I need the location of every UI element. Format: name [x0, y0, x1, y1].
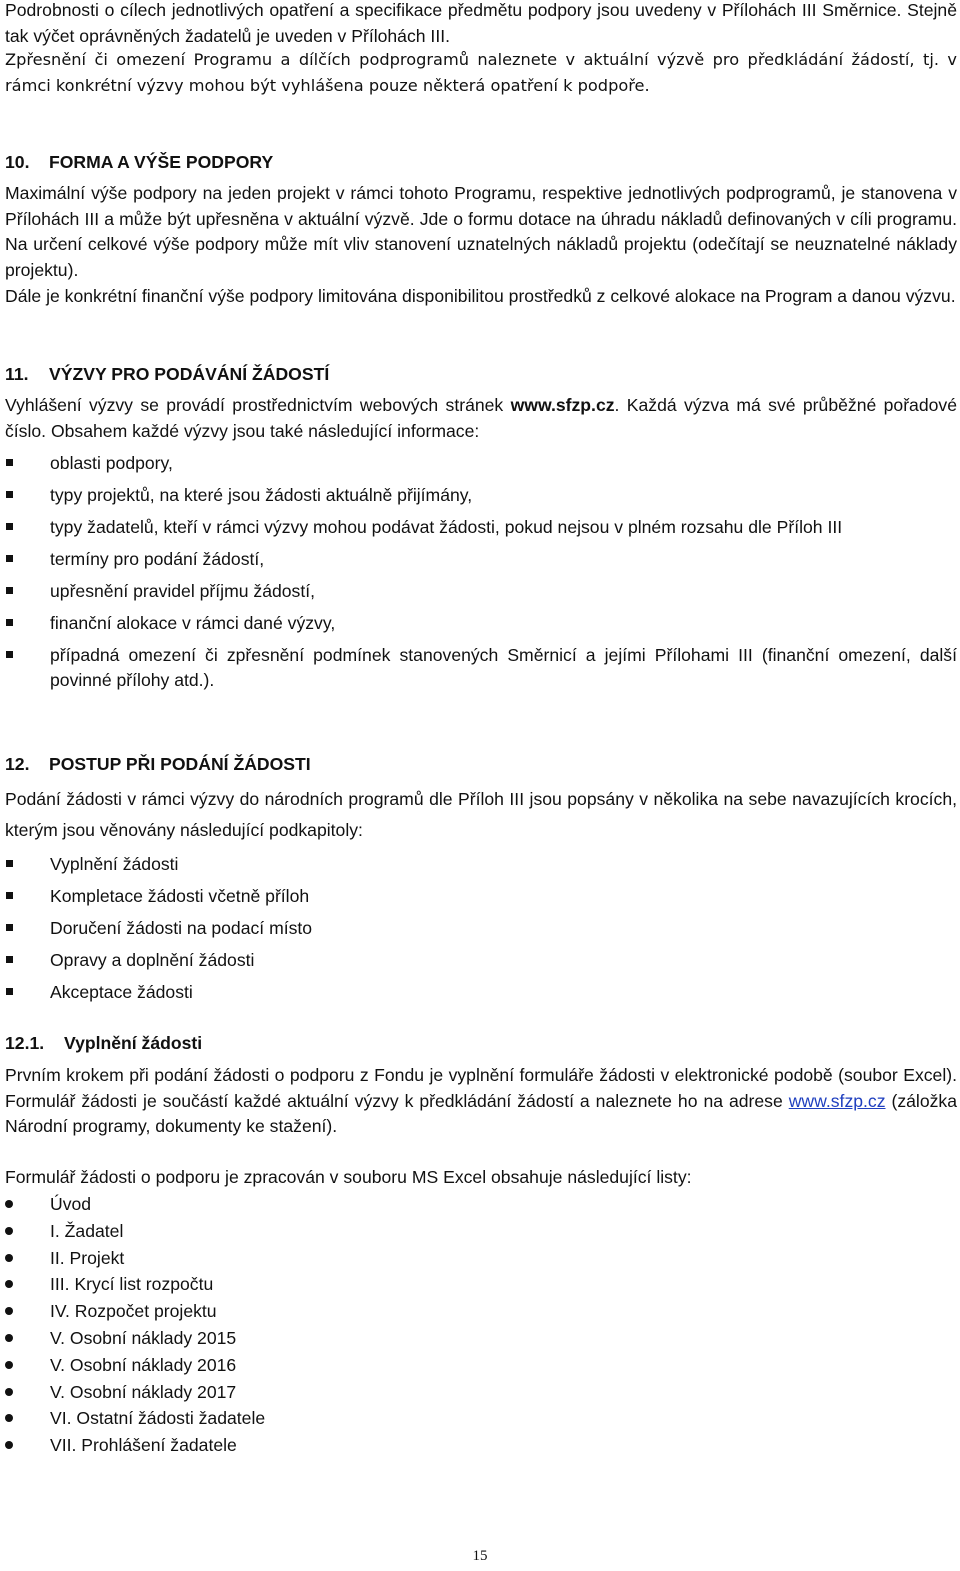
list-item: upřesnění pravidel příjmu žádostí, — [5, 579, 957, 604]
section-11-info-list — [5, 451, 957, 700]
list-item: případná omezení či zpřesnění podmínek stanovených Směrnicí a jejími Přílohami III (finanční omezení, další povinné přílohy atd.). — [5, 643, 957, 693]
sfzp-web-address: www.sfzp.cz — [510, 395, 615, 415]
page-number: 15 — [472, 1548, 488, 1564]
list-item: IV. Rozpočet projektu — [5, 1299, 957, 1324]
intro-paragraph-1: Podrobnosti o cílech jednotlivých opatření a specifikace předmětu podpory jsou uvedeny v Přílohách III Směrnice. Stejně tak výčet oprávněných žadatelů je uveden v Přílohách III. — [5, 0, 957, 46]
list-item: termíny pro podání žádostí, — [5, 547, 957, 572]
list-item: Vyplnění žádosti — [5, 852, 957, 877]
list-item: VI. Ostatní žádosti žadatele — [5, 1406, 957, 1431]
section-12-heading — [5, 752, 311, 777]
list-item: V. Osobní náklady 2017 — [5, 1380, 957, 1405]
list-item: Opravy a doplnění žádosti — [5, 948, 957, 973]
section-11-number: 11. — [5, 364, 29, 384]
list-item: typy projektů, na které jsou žádosti aktuálně přijímány, — [5, 483, 957, 508]
section-12-1-text-after: (záložka Národní programy, dokumenty ke stažení). — [5, 1090, 957, 1136]
section-10-title: FORMA A VÝŠE PODPORY — [49, 152, 274, 172]
section-10-paragraph-2: Dále je konkrétní finanční výše podpory limitována disponibilitou prostředků z celkové alokace na Program a danou výzvu. — [5, 286, 956, 306]
intro-paragraph-2: Zpřesnění či omezení Programu a dílčích podprogramů naleznete v aktuální výzvě pro předkládání žádostí, tj. v rámci konkrétní výzvy mohou být vyhlášena pouze některá opatření k podpoře. — [5, 50, 957, 95]
sfzp-link[interactable]: www.sfzp.cz — [788, 1090, 886, 1111]
list-item: V. Osobní náklady 2016 — [5, 1353, 957, 1378]
section-12-1-paragraph-1 — [5, 1063, 957, 1140]
section-12-title: POSTUP PŘI PODÁNÍ ŽÁDOSTI — [49, 754, 311, 774]
list-item: oblasti podpory, — [5, 451, 957, 476]
section-10-paragraph-1: Maximální výše podpory na jeden projekt v rámci tohoto Programu, respektive jednotlivých podprogramů, je stanovena v Přílohách III a může být upřesněna v aktuální výzvě. Jde o formu dotace na úhradu nákladů definovaných v cíli programu. Na určení celkové výše podpory může mít vliv stanovení uznatelných nákladů projektu (odečítají se neuznatelné náklady projektu). — [5, 183, 957, 280]
list-item: Kompletace žádosti včetně příloh — [5, 884, 957, 909]
list-item: III. Krycí list rozpočtu — [5, 1272, 957, 1297]
list-item: typy žadatelů, kteří v rámci výzvy mohou podávat žádosti, pokud nejsou v plném rozsahu dle Příloh III — [5, 515, 957, 540]
section-12-1-text-before: Prvním krokem při podání žádosti o podporu z Fondu je vyplnění formuláře žádosti v elektronické podobě (soubor Excel). Formulář žádosti je součástí každé aktuální výzvy k předkládání žádostí a naleznete ho na adrese — [5, 1065, 957, 1111]
section-11-title: VÝZVY PRO PODÁVÁNÍ ŽÁDOSTÍ — [49, 364, 330, 384]
section-12-1-heading — [5, 1031, 202, 1056]
list-item: I. Žadatel — [5, 1219, 957, 1244]
section-12-paragraph: Podání žádosti v rámci výzvy do národních programů dle Příloh III jsou popsány v několika na sebe navazujících krocích, kterým jsou věnovány následující podkapitoly: — [5, 789, 957, 840]
section-12-1-title: Vyplnění žádosti — [64, 1033, 203, 1053]
section-10-heading — [5, 150, 273, 175]
section-11-text-after: . Každá výzva má své průběžné pořadové číslo. Obsahem každé výzvy jsou také následující informace: — [5, 395, 957, 441]
section-12-1-paragraph-2: Formulář žádosti o podporu je zpracován v souboru MS Excel obsahuje následující listy: — [5, 1167, 692, 1187]
list-item: V. Osobní náklady 2015 — [5, 1326, 957, 1351]
list-item: Úvod — [5, 1192, 957, 1217]
section-12-steps-list — [5, 852, 957, 1012]
section-12-1-number: 12.1. — [5, 1033, 45, 1053]
section-11-paragraph — [5, 393, 957, 444]
list-item: II. Projekt — [5, 1246, 957, 1271]
section-11-heading — [5, 362, 329, 387]
list-item: VII. Prohlášení žadatele — [5, 1433, 957, 1458]
list-item: finanční alokace v rámci dané výzvy, — [5, 611, 957, 636]
section-10-number: 10. — [5, 152, 30, 172]
section-12-number: 12. — [5, 754, 30, 774]
list-item: Doručení žádosti na podací místo — [5, 916, 957, 941]
list-item: Akceptace žádosti — [5, 980, 957, 1005]
section-11-text-before: Vyhlášení výzvy se provádí prostřednictvím webových stránek — [5, 395, 511, 415]
form-sheets-list — [5, 1192, 957, 1460]
